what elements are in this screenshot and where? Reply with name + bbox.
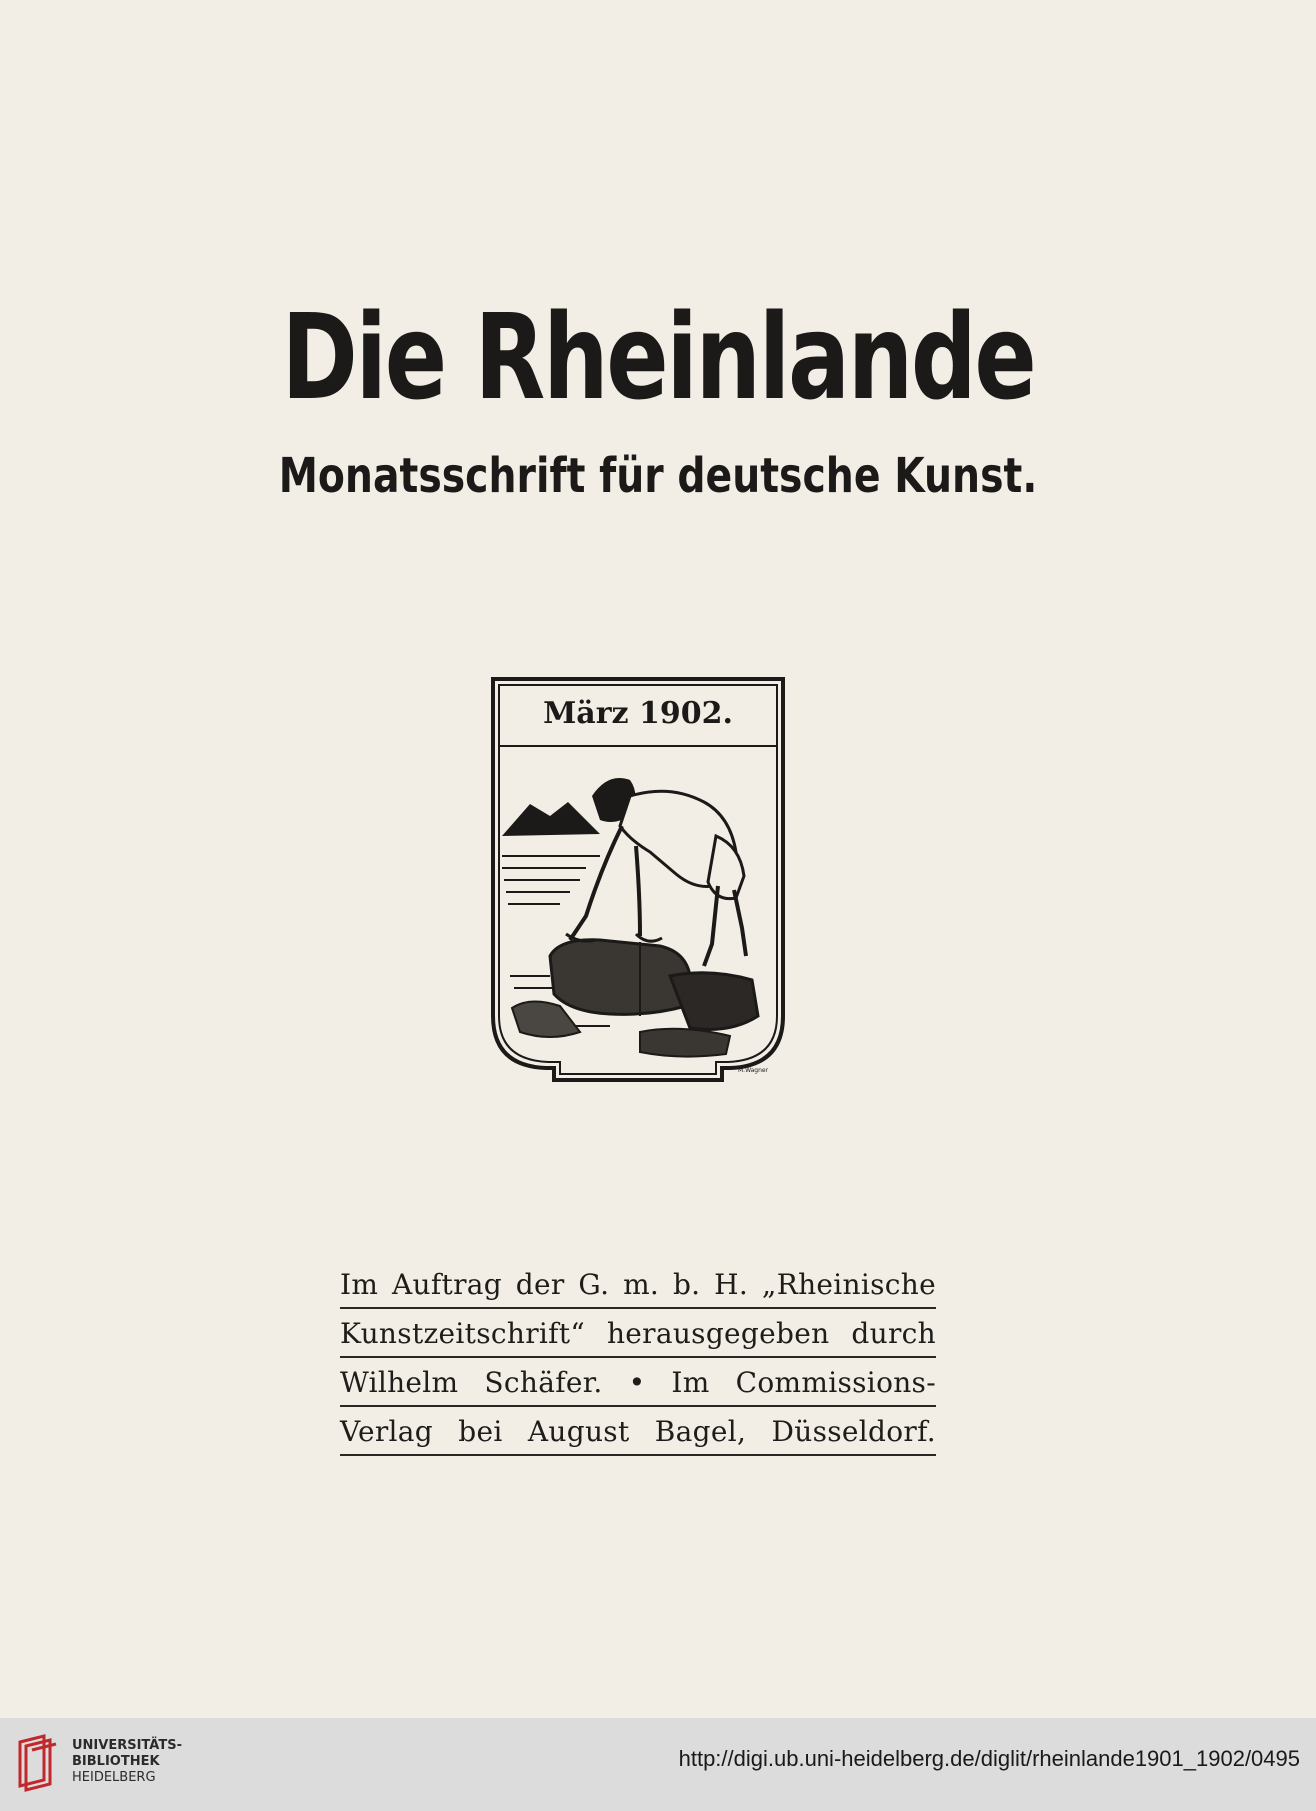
shield-illustration <box>490 676 786 1084</box>
svg-text:M.Wagner: M.Wagner <box>738 1067 769 1074</box>
library-name-line: UNIVERSITÄTS- <box>72 1738 182 1753</box>
publisher-imprint <box>340 1260 936 1456</box>
library-name-line: HEIDELBERG <box>72 1770 156 1785</box>
imprint-line: Wilhelm Schäfer. • Im Commissions- <box>340 1358 936 1407</box>
permalink-url[interactable]: http://digi.ub.uni-heidelberg.de/diglit/rheinlande1901_1902/0495 <box>678 1746 1300 1771</box>
imprint-line: Kunstzeitschrift“ herausgegeben durch <box>340 1309 936 1358</box>
cover-illustration-shield <box>490 676 786 1084</box>
digitization-footer <box>0 1718 1316 1811</box>
issue-date: März 1902. <box>543 696 733 731</box>
masthead-subtitle: Monatsschrift für deutsche Kunst. <box>278 448 1038 504</box>
library-name <box>72 1738 182 1786</box>
library-logo-icon <box>14 1732 62 1794</box>
library-name-line: BIBLIOTHEK <box>72 1754 160 1769</box>
imprint-line: Im Auftrag der G. m. b. H. „Rheinische <box>340 1260 936 1309</box>
imprint-line: Verlag bei August Bagel, Düsseldorf. <box>340 1407 936 1456</box>
masthead-title: Die Rheinlande <box>281 288 1035 426</box>
